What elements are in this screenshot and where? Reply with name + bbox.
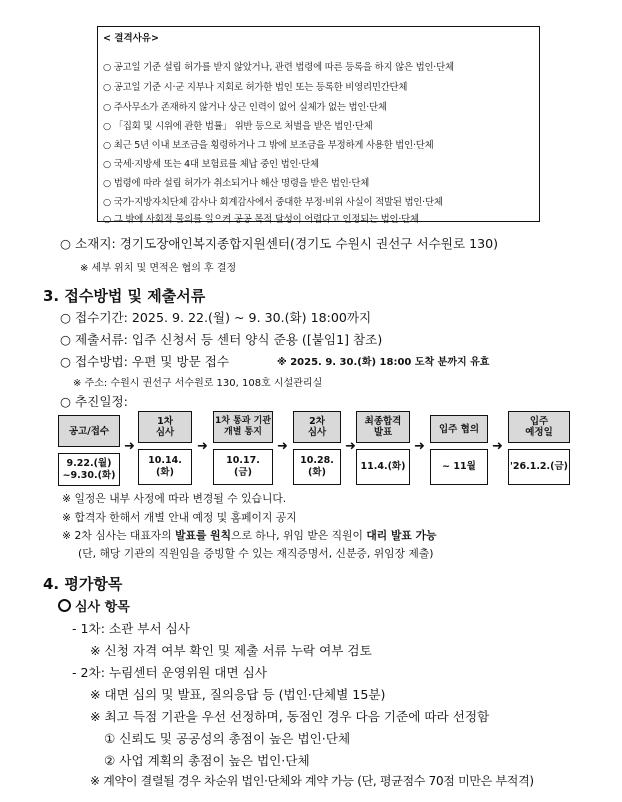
flow-step-head: 공고/접수 [58, 415, 120, 447]
flow-step-value: ~ 11월 [430, 449, 488, 485]
flow-step-value: 10.17. (금) [213, 449, 273, 485]
flow-step-head: 입주 협의 [430, 415, 488, 443]
arrow-icon: ➜ [277, 439, 288, 454]
first-review: - 1차: 소관 부서 심사 [72, 621, 190, 636]
schedule-label: ○ 추진일정: [60, 394, 128, 409]
address-note: ※ 주소: 수원시 권선구 서수원로 130, 108호 시설관리실 [73, 378, 323, 389]
disqualification-item: ○ 최근 5년 이내 보조금을 횡령하거나 그 밖에 보조금을 부정하게 사용한 법인·단체 [103, 140, 434, 151]
arrow-icon: ➜ [414, 439, 425, 454]
circle-bullet-icon [58, 599, 71, 612]
disqualification-item: ○ 공고일 기준 설립 허가를 받지 않았거나, 관련 법령에 따른 등록을 하지 않은 법인·단체 [103, 62, 454, 73]
flow-step-value: 10.28. (화) [293, 449, 341, 485]
selection-criteria-note: ※ 최고 득점 기관을 우선 선정하며, 동점인 경우 다음 기준에 따라 선정함 [90, 709, 490, 724]
flow-step-value: 9.22.(월) ~9.30.(화) [58, 453, 120, 486]
disqualification-item: ○ 공고일 기준 시·군 지부나 지회로 허가한 법인 또는 등록한 비영리민간단체 [103, 82, 408, 93]
flow-step-consultation [430, 415, 488, 443]
flow-step-second-review [293, 411, 341, 443]
flow-step-move-in [508, 411, 570, 443]
flow-step-announcement [58, 415, 120, 447]
submission-documents: ○ 제출서류: 입주 신청서 등 센터 양식 준용 ([붙임1] 참조) [60, 332, 383, 347]
disqualification-box [97, 26, 540, 225]
flow-step-notice [213, 411, 273, 443]
location-line: ○ 소재지: 경기도장애인복지종합지원센터(경기도 수원시 권선구 서수원로 130) [60, 236, 499, 251]
location-note: ※ 세부 위치 및 면적은 협의 후 결정 [80, 263, 237, 274]
criteria-item: ① 신뢰도 및 공공성의 총점이 높은 법인·단체 [104, 731, 351, 746]
disqualification-item: ○ 그 밖에 사회적 물의를 일으켜 공공 목적 달성이 어렵다고 인정되는 법인·단체 [103, 214, 419, 225]
arrow-icon: ➜ [124, 439, 135, 454]
flow-step-value: 10.14. (화) [138, 449, 192, 485]
flow-step-head: 입주 예정일 [508, 411, 570, 443]
disqualification-item: ○ 법령에 따라 설립 허가가 취소되거나 해산 명령을 받은 법인·단체 [103, 178, 370, 189]
contract-note: ※ 계약이 결렬될 경우 차순위 법인·단체와 계약 가능 (단, 평균점수 70점 미만은 부적격) [90, 774, 534, 788]
criteria-item: ② 사업 계획의 총점이 높은 법인·단체 [104, 753, 310, 768]
disqualification-item: ○ 국세·지방세 또는 4대 보험료를 체납 중인 법인·단체 [103, 159, 319, 170]
section4-title: 4. 평가항목 [43, 575, 123, 593]
flow-step-value: '26.1.2.(금) [508, 449, 570, 485]
section3-title: 3. 접수방법 및 제출서류 [43, 287, 206, 305]
flow-step-head: 2차 심사 [293, 411, 341, 443]
arrow-icon: ➜ [492, 439, 503, 454]
schedule-note: ※ 합격자 한해서 개별 안내 예정 및 홈페이지 공지 [62, 511, 297, 524]
presentation-note: ※ 2차 심사는 대표자의 발표를 원칙으로 하나, 위임 받은 직원이 대리 발표 가능 [62, 529, 437, 542]
schedule-note: ※ 일정은 내부 사정에 따라 변경될 수 있습니다. [62, 492, 287, 505]
second-review-note: ※ 대면 심의 및 발표, 질의응답 등 (법인·단체별 15분) [90, 687, 386, 702]
disqualification-item: ○ 국가·지방자치단체 감사나 회계감사에서 중대한 부정·비위 사실이 적발된 법인·단체 [103, 197, 443, 208]
reception-method: ○ 접수방법: 우편 및 방문 접수 [60, 354, 230, 369]
arrow-icon: ➜ [345, 439, 356, 454]
flow-step-head: 1차 심사 [138, 411, 192, 443]
disqualification-item: ○ 「집회 및 시위에 관한 법률」 위반 등으로 처벌을 받은 법인·단체 [103, 121, 373, 132]
flow-step-value: 11.4.(화) [356, 449, 410, 485]
reception-period: ○ 접수기간: 2025. 9. 22.(월) ~ 9. 30.(화) 18:00까지 [60, 310, 372, 325]
disqualification-item: ○ 주사무소가 존재하지 않거나 상근 인력이 없어 실체가 없는 법인·단체 [103, 102, 387, 113]
flow-step-head: 1차 통과 기관 개별 통지 [213, 411, 273, 443]
arrow-icon: ➜ [197, 439, 208, 454]
flow-step-final-announcement [356, 411, 410, 443]
reception-method-note: ※ 2025. 9. 30.(화) 18:00 도착 분까지 유효 [277, 357, 490, 368]
presentation-subnote: (단, 해당 기관의 직원임을 증빙할 수 있는 재직증명서, 신분증, 위임장 제출) [78, 547, 434, 560]
flow-step-head: 최종합격 발표 [356, 411, 410, 443]
flow-step-first-review [138, 411, 192, 443]
disqualification-title: < 결격사유> [103, 33, 159, 44]
first-review-note: ※ 신청 자격 여부 확인 및 제출 서류 누락 여부 검토 [90, 643, 372, 658]
review-items-heading: 심사 항목 [58, 596, 130, 615]
second-review: - 2차: 누림센터 운영위원 대면 심사 [72, 665, 267, 680]
